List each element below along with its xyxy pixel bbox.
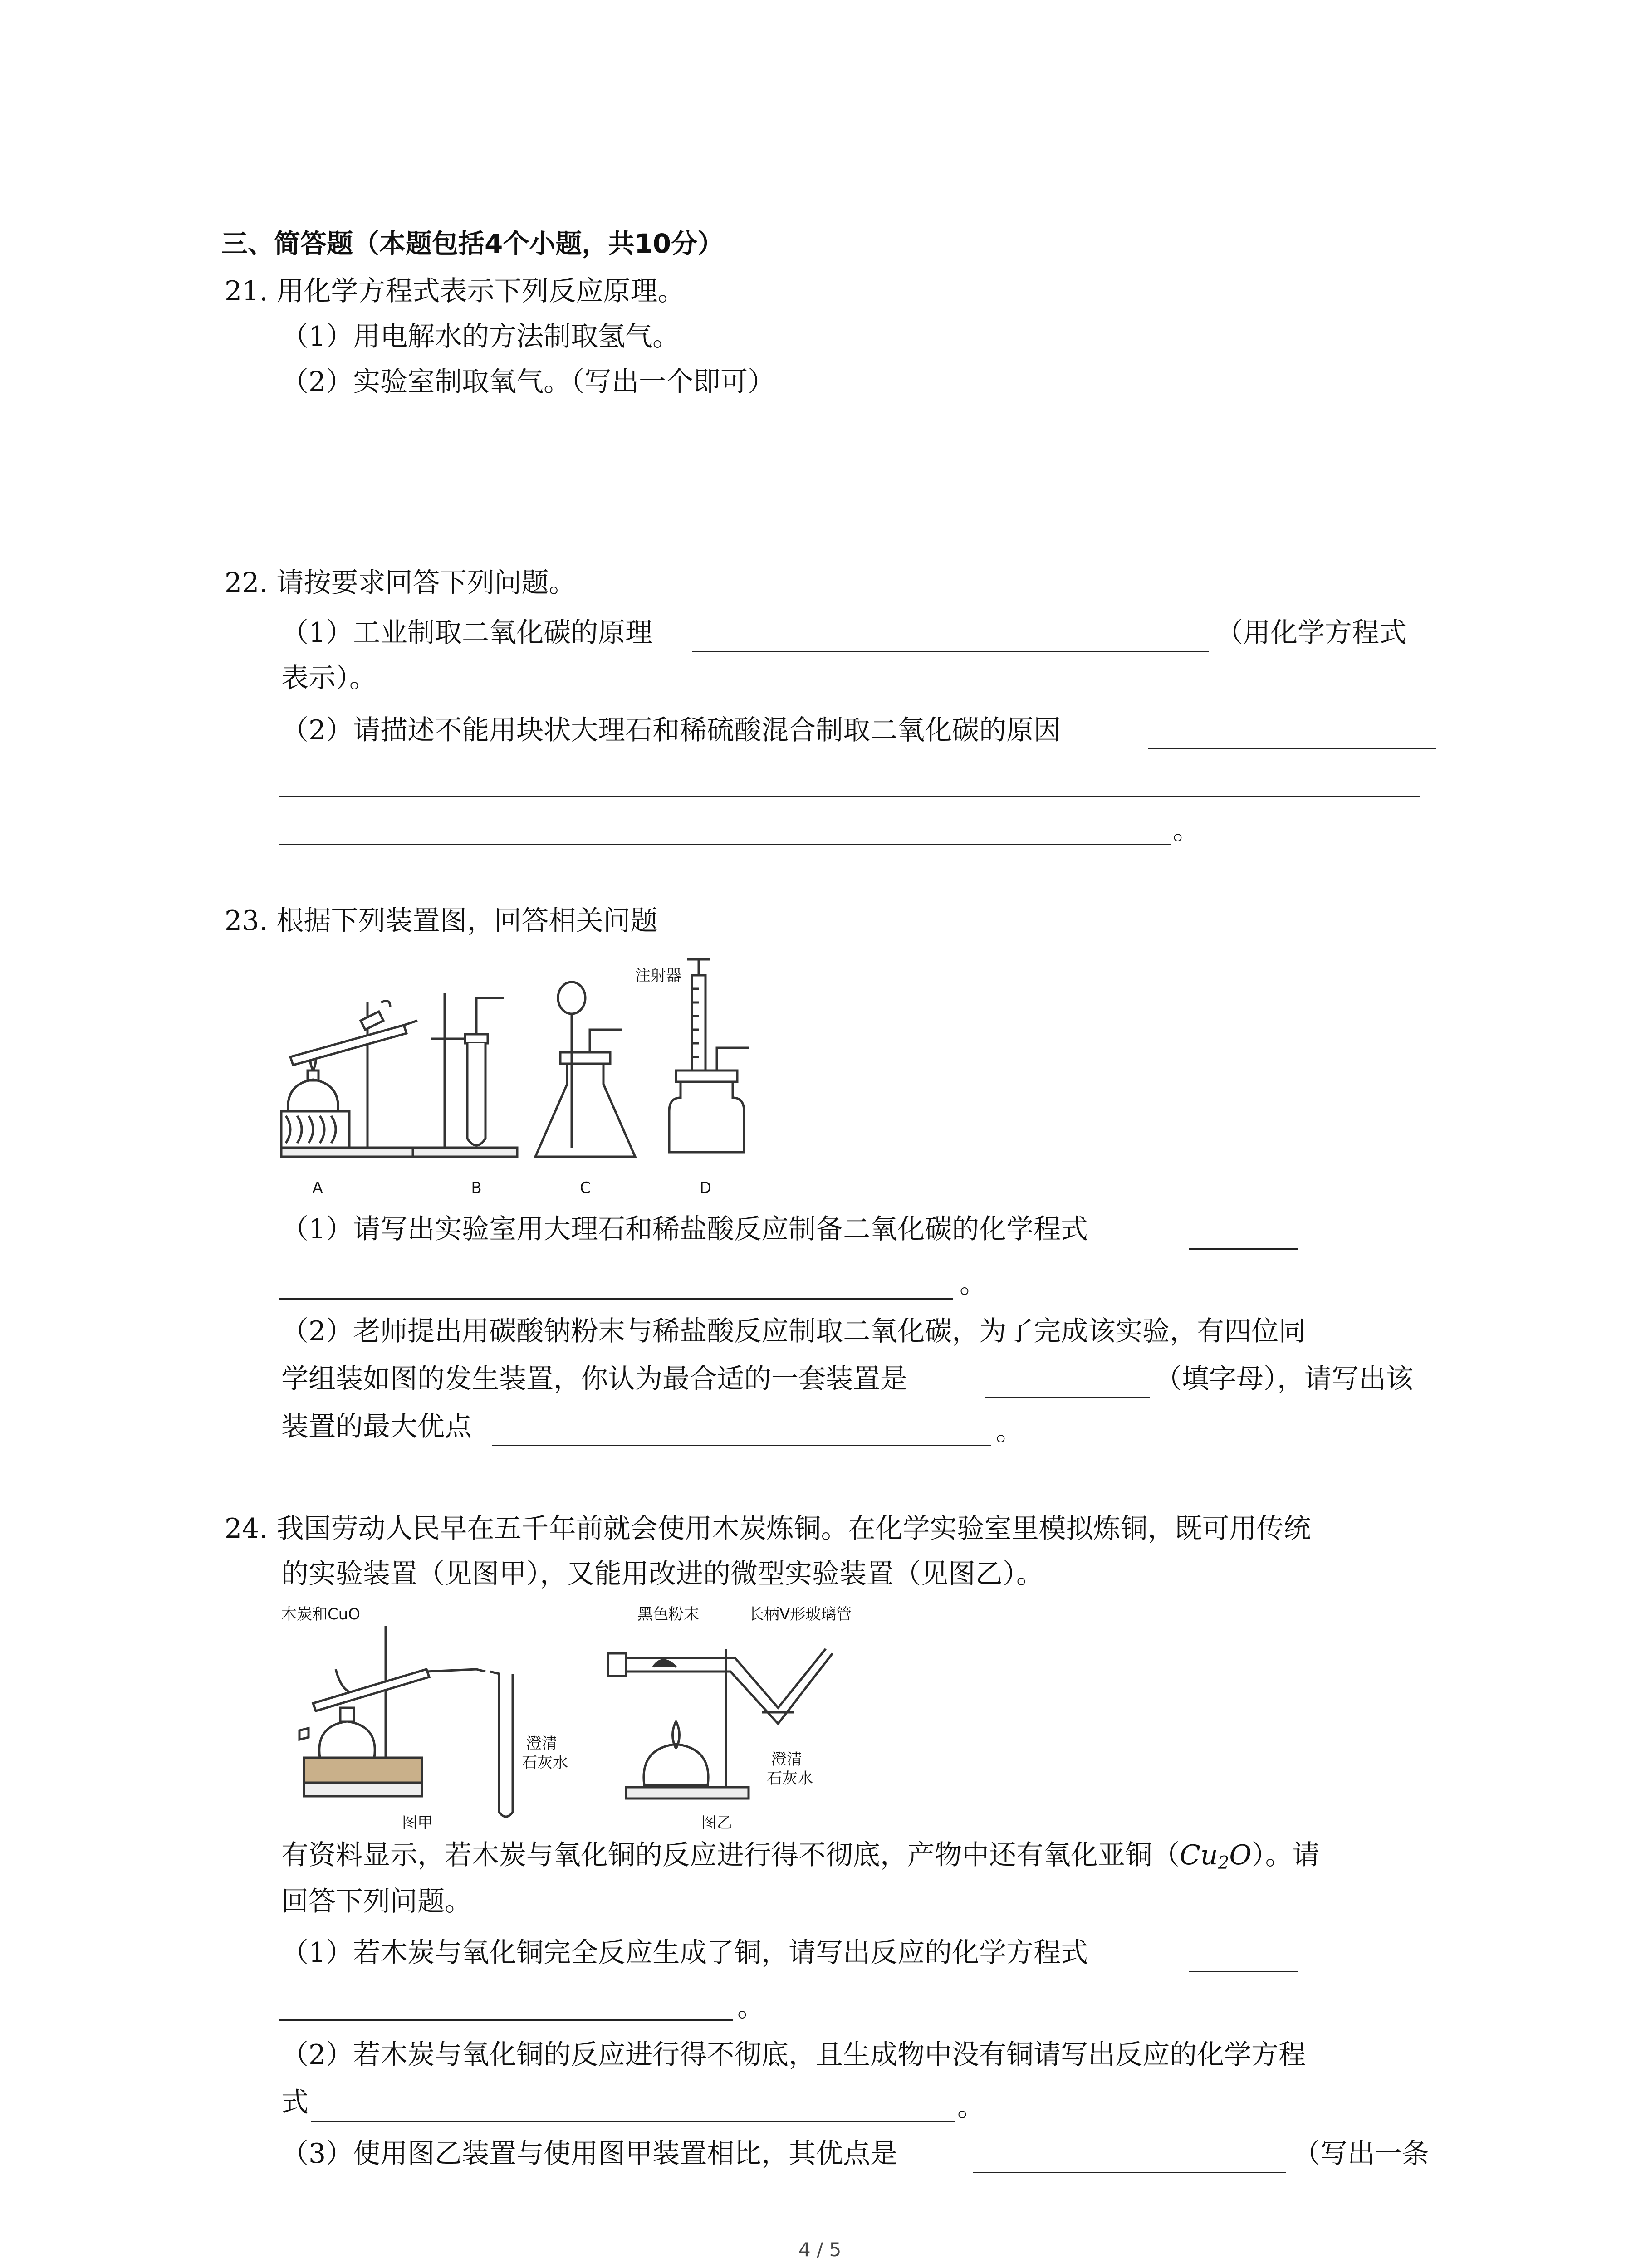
q22-part1-c: 表示）。 xyxy=(281,662,377,694)
q23-part2-a: （2）老师提出用碳酸钠粉末与稀盐酸反应制取二氧化碳，为了完成该实验，有四位同 xyxy=(281,1315,1306,1347)
q22-part2-answer-line-1[interactable] xyxy=(1148,748,1436,749)
q24-part2-end: 。 xyxy=(957,2091,985,2123)
yi-water-label-2: 石灰水 xyxy=(767,1769,813,1788)
q23-part1-a: （1）请写出实验室用大理石和稀盐酸反应制备二氧化碳的化学程式 xyxy=(281,1213,1088,1245)
q22-part2-a: （2）请描述不能用块状大理石和稀硫酸混合制取二氧化碳的原因 xyxy=(281,714,1061,746)
q24-info-line2: 回答下列问题。 xyxy=(281,1886,472,1917)
q21-stem: 21. 用化学方程式表示下列反应原理。 xyxy=(225,275,685,307)
q24-part3-answer-line[interactable] xyxy=(973,2172,1286,2173)
q24-part3-a: （3）使用图乙装置与使用图甲装置相比，其优点是 xyxy=(281,2138,898,2170)
q24-part2-answer-line[interactable] xyxy=(311,2121,955,2122)
q23-part2-c1: 装置的最大优点 xyxy=(281,1411,472,1442)
apparatus-label-c: C xyxy=(580,1179,591,1197)
q24-figure-yi xyxy=(599,1599,894,1835)
q22-part2-answer-line-2[interactable] xyxy=(279,796,1420,797)
q24-part1-end: 。 xyxy=(737,1991,764,2023)
jia-water-label-2: 石灰水 xyxy=(522,1754,568,1772)
q22-part1-answer-line[interactable] xyxy=(692,651,1209,652)
apparatus-label-b: B xyxy=(471,1179,482,1197)
formula-o: O xyxy=(1229,1839,1252,1871)
apparatus-label-a: A xyxy=(312,1179,323,1197)
q23-part2-b1: 学组装如图的发生装置，你认为最合适的一套装置是 xyxy=(281,1363,907,1395)
q23-part2-answer-line-2[interactable] xyxy=(492,1445,991,1446)
q22-part1-a: （1）工业制取二氧化碳的原理 xyxy=(281,617,653,649)
yi-caption: 图乙 xyxy=(701,1814,732,1832)
q21-part1: （1）用电解水的方法制取氢气。 xyxy=(281,321,680,352)
q24-info-a: 有资料显示，若木炭与氧化铜的反应进行得不彻底，产物中还有氧化亚铜（ xyxy=(281,1839,1180,1871)
q24-stem-line1: 24. 我国劳动人民早在五千年前就会使用木炭炼铜。在化学实验室里模拟炼铜，既可用传统 xyxy=(225,1513,1311,1545)
jia-water-label-1: 澄清 xyxy=(526,1735,557,1753)
q24-info-line1 xyxy=(281,1839,1320,1873)
q24-part1-answer-line-1[interactable] xyxy=(1189,1971,1298,1972)
q24-part3-b: （写出一条 xyxy=(1293,2138,1429,2170)
q22-part2-answer-line-3[interactable] xyxy=(279,844,1171,845)
jia-caption: 图甲 xyxy=(402,1814,433,1832)
q23-part2-answer-line-1[interactable] xyxy=(985,1397,1150,1398)
q22-part2-end: 。 xyxy=(1173,814,1200,846)
q24-stem-line2: 的实验装置（见图甲），又能用改进的微型实验装置（见图乙）。 xyxy=(281,1558,1043,1590)
formula-sub: 2 xyxy=(1218,1853,1230,1873)
q23-apparatus-figure xyxy=(272,948,762,1202)
q24-part1-answer-line-2[interactable] xyxy=(279,2019,733,2021)
q24-part2-a: （2）若木炭与氧化铜的反应进行得不彻底，且生成物中没有铜请写出反应的化学方程 xyxy=(281,2039,1306,2071)
q23-part1-end: 。 xyxy=(960,1268,987,1300)
q22-part1-b: （用化学方程式 xyxy=(1216,617,1406,649)
jia-top-label: 木炭和CuO xyxy=(281,1605,361,1623)
section-title: 三、简答题（本题包括4个小题，共10分） xyxy=(221,228,724,259)
formula-cu: Cu xyxy=(1180,1839,1218,1871)
yi-powder-label: 黑色粉末 xyxy=(637,1605,699,1623)
apparatus-label-d: D xyxy=(699,1179,712,1197)
q23-stem: 23. 根据下列装置图，回答相关问题 xyxy=(225,905,658,937)
q23-part2-b2: （填字母），请写出该 xyxy=(1155,1363,1413,1395)
yi-tube-label: 长柄V形玻璃管 xyxy=(749,1605,852,1623)
q24-part1-a: （1）若木炭与氧化铜完全反应生成了铜，请写出反应的化学方程式 xyxy=(281,1937,1088,1969)
q24-info-b: ）。请 xyxy=(1251,1839,1320,1871)
formula-cu2o xyxy=(1180,1839,1252,1871)
q22-stem: 22. 请按要求回答下列问题。 xyxy=(225,567,576,599)
q23-part1-answer-line-1[interactable] xyxy=(1189,1248,1298,1250)
yi-water-label-1: 澄清 xyxy=(771,1750,802,1769)
q23-part1-answer-line-2[interactable] xyxy=(279,1298,953,1300)
syringe-label: 注射器 xyxy=(635,967,681,985)
q24-figure-jia xyxy=(277,1599,567,1835)
page-number: 4 / 5 xyxy=(798,2239,842,2261)
q23-part2-c2: 。 xyxy=(996,1415,1023,1447)
q24-part2-b: 式 xyxy=(281,2087,309,2118)
q21-part2: （2）实验室制取氧气。（写出一个即可） xyxy=(281,366,775,398)
